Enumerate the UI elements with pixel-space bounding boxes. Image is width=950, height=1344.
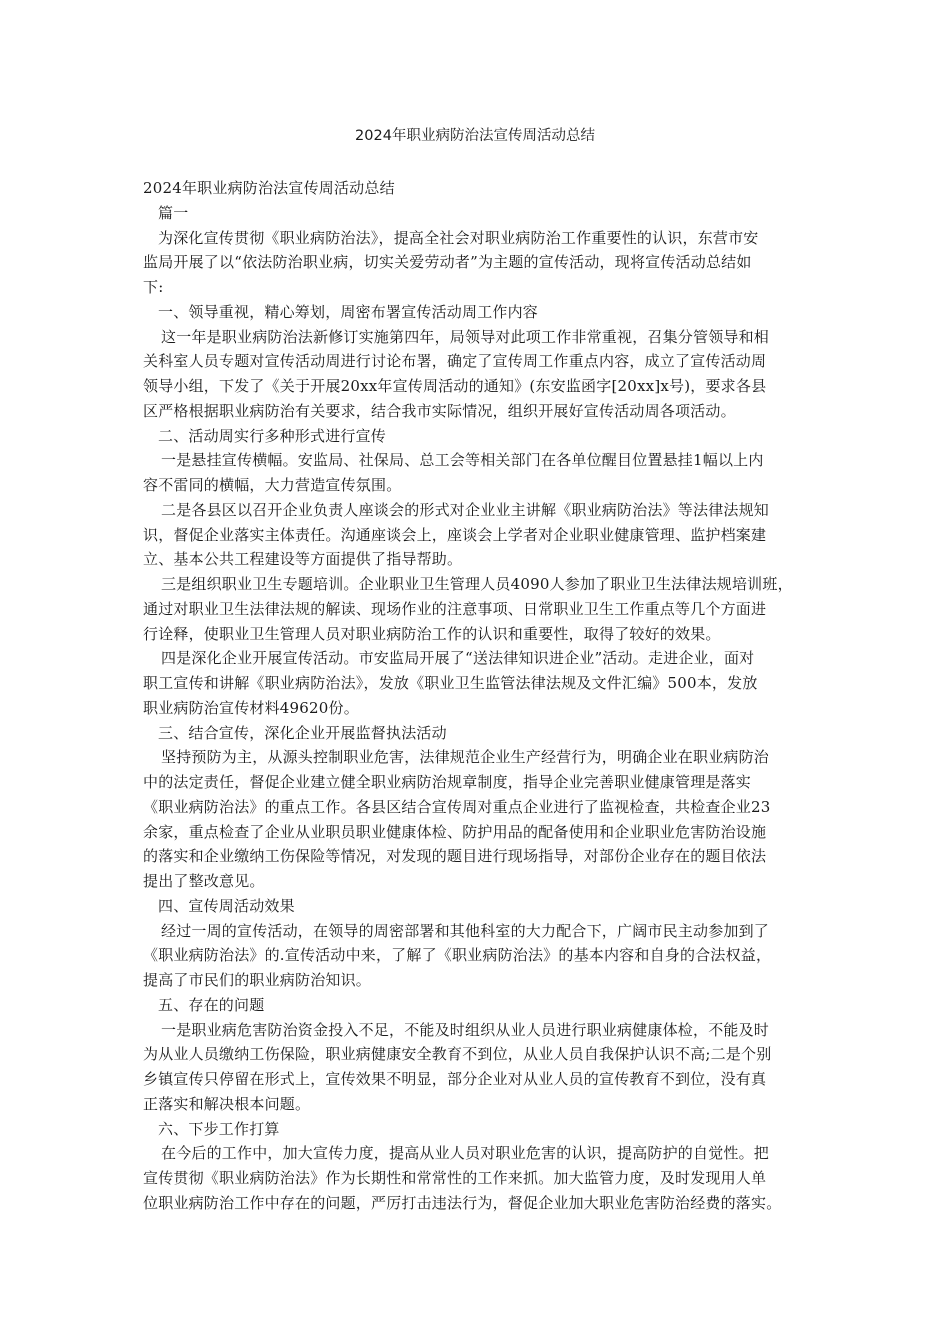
paragraph-line: 四是深化企业开展宣传活动。市安监局开展了“送法律知识进企业”活动。走进企业，面对 bbox=[161, 649, 755, 668]
paragraph-line: 通过对职业卫生法律法规的解读、现场作业的注意事项、日常职业卫生工作重点等几个方面进 bbox=[143, 599, 767, 618]
paragraph-line: 的落实和企业缴纳工伤保险等情况，对发现的题目进行现场指导，对部份企业存在的题目依法 bbox=[143, 847, 767, 866]
paragraph-line: 提出了整改意见。 bbox=[143, 872, 265, 890]
paragraph-line: 位职业病防治工作中存在的问题，严厉打击违法行为，督促企业加大职业危害防治经费的落实。 bbox=[143, 1193, 782, 1212]
section-heading: 二、活动周实行多种形式进行宣传 bbox=[158, 426, 387, 445]
paragraph-line: 监局开展了以“依法防治职业病，切实关爱劳动者”为主题的宣传活动，现将宣传活动总结如 bbox=[143, 253, 752, 272]
paragraph-line: 在今后的工作中，加大宣传力度，提高从业人员对职业危害的认识，提高防护的自觉性。把 bbox=[161, 1144, 770, 1163]
paragraph-line: 提高了市民们的职业病防治知识。 bbox=[143, 971, 372, 989]
paragraph-line: 宣传贯彻《职业病防治法》作为长期性和常常性的工作来抓。加大监管力度，及时发现用人单 bbox=[143, 1169, 767, 1187]
doc-heading: 2024年职业病防治法宣传周活动总结 bbox=[143, 179, 395, 197]
section-label: 篇一 bbox=[158, 203, 189, 222]
section-heading: 四、宣传周活动效果 bbox=[158, 896, 295, 915]
paragraph-line: 为深化宣传贯彻《职业病防治法》，提高全社会对职业病防治工作重要性的认识，东营市安 bbox=[158, 228, 759, 247]
paragraph-line: 为从业人员缴纳工伤保险，职业病健康安全教育不到位，从业人员自我保护认识不高;二是个别 bbox=[143, 1045, 772, 1064]
paragraph-line: 一是职业病危害防治资金投入不足，不能及时组织从业人员进行职业病健康体检，不能及时 bbox=[161, 1020, 770, 1039]
paragraph-line: 一是悬挂宣传横幅。安监局、社保局、总工会等相关部门在各单位醒目位置悬挂1幅以上内 bbox=[161, 451, 764, 470]
paragraph-line: 中的法定责任，督促企业建立健全职业病防治规章制度，指导企业完善职业健康管理是落实 bbox=[143, 773, 752, 791]
paragraph-line: 职业病防治宣传材料49620份。 bbox=[143, 698, 359, 717]
paragraph-line: 区严格根据职业病防治有关要求，结合我市实际情况，组织开展好宣传活动周各项活动。 bbox=[143, 401, 736, 420]
paragraph-line: 下: bbox=[143, 278, 164, 296]
paragraph-line: 《职业病防治法》的重点工作。各县区结合宣传周对重点企业进行了监视检查，共检查企业23 bbox=[143, 797, 771, 816]
paragraph-line: 这一年是职业病防治法新修订实施第四年，局领导对此项工作非常重视，召集分管领导和相 bbox=[161, 327, 770, 346]
paragraph-line: 三是组织职业卫生专题培训。企业职业卫生管理人员4090人参加了职业卫生法律法规培训班， bbox=[161, 575, 793, 593]
paragraph-line: 关科室人员专题对宣传活动周进行讨论布署，确定了宣传周工作重点内容，成立了宣传活动周 bbox=[143, 352, 767, 371]
paragraph-line: 容不雷同的横幅，大力营造宣传氛围。 bbox=[143, 476, 402, 494]
paragraph-line: 乡镇宣传只停留在形式上，宣传效果不明显，部分企业对从业人员的宣传教育不到位，没有真 bbox=[143, 1070, 767, 1088]
paragraph-line: 余家，重点检查了企业从业职员职业健康体检、防护用品的配备使用和企业职业危害防治设施 bbox=[143, 822, 767, 841]
section-heading: 五、存在的问题 bbox=[158, 995, 265, 1014]
section-heading: 三、结合宣传，深化企业开展监督执法活动 bbox=[158, 723, 447, 742]
paragraph-line: 经过一周的宣传活动，在领导的周密部署和其他科室的大力配合下，广阔市民主动参加到了 bbox=[161, 921, 770, 940]
paragraph-line: 识，督促企业落实主体责任。沟通座谈会上，座谈会上学者对企业职业健康管理、监护档案建 bbox=[143, 525, 767, 544]
section-heading: 一、领导重视，精心筹划，周密布署宣传活动周工作内容 bbox=[158, 302, 539, 321]
paragraph-line: 立、基本公共工程建设等方面提供了指导帮助。 bbox=[143, 550, 463, 569]
document-body bbox=[143, 176, 815, 1216]
paragraph-line: 领导小组，下发了《关于开展20xx年宣传周活动的通知》(东安监函字[20xx]x号)，要求各县 bbox=[143, 377, 767, 395]
paragraph-line: 行诠释，使职业卫生管理人员对职业病防治工作的认识和重要性，取得了较好的效果。 bbox=[143, 624, 721, 643]
paragraph-line: 正落实和解决根本问题。 bbox=[143, 1094, 311, 1113]
paragraph-line: 《职业病防治法》的.宣传活动中来，了解了《职业病防治法》的基本内容和自身的合法权益， bbox=[143, 946, 772, 965]
paragraph-line: 二是各县区以召开企业负责人座谈会的形式对企业业主讲解《职业病防治法》等法律法规知 bbox=[161, 500, 770, 519]
paragraph-line: 坚持预防为主，从源头控制职业危害，法律规范企业生产经营行为，明确企业在职业病防治 bbox=[161, 748, 770, 767]
page-title: 2024年职业病防治法宣传周活动总结 bbox=[355, 128, 595, 144]
section-heading: 六、下步工作打算 bbox=[158, 1119, 280, 1138]
paragraph-line: 职工宣传和讲解《职业病防治法》，发放《职业卫生监管法律法规及文件汇编》500本，发放 bbox=[143, 674, 758, 692]
